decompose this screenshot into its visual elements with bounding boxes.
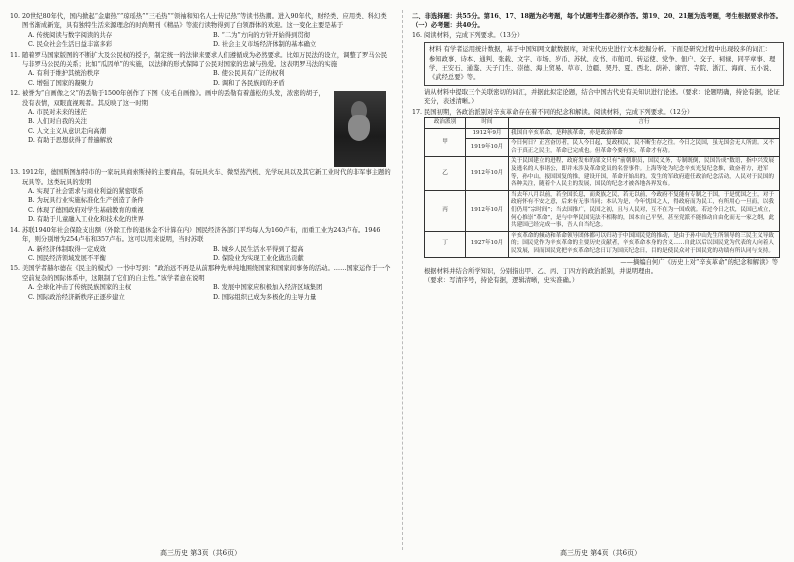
option-d: D. 保险业为实现工业化做出贡献	[213, 254, 304, 262]
question-13	[10, 168, 392, 224]
portrait-beard	[348, 115, 370, 141]
option-a: A. 传统阅读与数字阅读的共存	[28, 31, 113, 39]
question-stem: 20世纪80年代，国内掀起“金庸热”“琼瑶热”“三毛热”“领袖和知名人士传记热”等读书热潮。进入90年代，财经类、应用类、科幻类图书渐成新宠，具有独特生活来源理念的时尚期刊《精品》等流行读物得到了白领群体的欢迎。这一变化主要是基于	[22, 13, 387, 30]
header-party: 政治派别	[425, 118, 466, 129]
option-c: C. 国际政治经济新秩序正逐步建立	[28, 293, 125, 301]
option-d: D. 社会主义市场经济体制的基本确立	[213, 41, 317, 49]
subsection-header: （一）必考题：共40分。	[412, 22, 484, 30]
header-date: 时间	[466, 118, 509, 129]
option-c: C. 国民经济领域发展不平衡	[28, 254, 106, 262]
self-portrait-image	[334, 91, 386, 167]
option-a: A. 新经济体制取得一定成效	[28, 245, 106, 253]
question-15	[10, 264, 392, 302]
table-row	[425, 157, 780, 190]
option-b: B. 为玩具行业实施标准化生产创造了条件	[28, 197, 144, 205]
party-cell: 乙	[425, 157, 466, 190]
text-cell: 关于民国建立的进程，政府发布的部文只有“前朝职员，国民义务，专制既倒，民国告成”数语，指中兴发展及逃名的人事诸公，即并未涉及革命党员的名誉事件。上海等处为纪念辛亥光复纪念推，致奋者方，进军等，孙中山，报国国复的推，建设开国，革命开始出的。发生的军政府遗任政治纪念活动，人民对于民国的各种关注，随着个人民主的发展，国民的纪念才被各地各界发布。	[509, 157, 780, 190]
date-cell: 1912年10月	[466, 157, 509, 190]
option-a: A. 实现了社会需求与商业利益的紧密联系	[28, 188, 144, 196]
option-b: B. 发展中国家应积极加入经济区域集团	[213, 284, 323, 292]
table-row	[425, 231, 780, 257]
option-d: D. 有助于儿童融入工业化和技术化的世界	[28, 216, 144, 224]
option-b: B. 使公民具有广泛的权利	[213, 70, 285, 78]
answer-requirement: （要求：写清序号，持论有据，逻辑清晰，史实准确。）	[424, 277, 579, 285]
text-cell: 当去年八月以前，若全国长息，而炎族之民，若无以前，今政府不复能有专制之于国，于是忧国之士，对于政府怀有不安之意，后来有无事当同；本认为是，今年忧国之人，得政府而为民工，有所用心一旦而，以我们仍用“宗时间”；当去国推广，民国之初，且与人民对，互不在为一国成就。若过今日之状，民国已成立，何心推崇“革命”，是与中华民国宪法不相称的，国本自己平坚，甚至党派不能推动自由化而无一家之纲，此共建国已经完成一事，吾人自当纪念。	[509, 190, 780, 231]
question-number: 15.	[10, 265, 21, 273]
date-cell: 1927年10月	[466, 231, 509, 257]
table-row	[425, 190, 780, 231]
source-citation: ——摘编自何广《历史上对“辛亥革命”的纪念和解读》等	[620, 258, 778, 266]
text-cell: 我国自辛亥革命，是种族革命，亦是政治革命	[509, 128, 780, 139]
table-row	[425, 128, 780, 139]
option-b: B. “二为”方向的方针开始得到贯彻	[213, 31, 310, 39]
page-divider	[402, 10, 403, 550]
party-cell: 甲	[425, 128, 466, 157]
left-page	[10, 12, 392, 303]
question-11	[10, 51, 392, 89]
question-task: 请从材料中提取三个关联密切的词汇，并据此拟定论题，结合中国古代史有关知识进行论述。（要求：论题明确，持论有据，论证充分，表述清晰。）	[424, 88, 780, 106]
text-cell: 辛亥革命的倾动和革命领导团体都可以归功于中国国民党的推动，是由于孙中山先生所领导的三民主义导致的；国民党作为辛亥革命的主要历史贡献者，辛亥革命本身的含义……自此以后以国民党为代表的人向着人民发展，因而国民党把辛亥革命纪念日订为国庆纪念日，目的是使民众对于国民党的功绩有所认同与支持。	[509, 231, 780, 257]
option-d: D. 调和了各民族间的矛盾	[213, 79, 285, 87]
date-cell: 1912年9月	[466, 128, 509, 139]
question-number: 12.	[10, 90, 21, 98]
material-word-list: 参知政事、诗本、通判、张载、文字、市场、岁币、苏轼、皮书、市舶司、转运使、党争、佃户、交子、祠禄、同平章事、理学、王安石、通鉴、天子门生、崇德、海上贸易、草市、边疆、契丹、夏、西北、荫补、谏官、寺院、浙江、海商、五小说、《武经总要》等。	[429, 55, 776, 82]
option-b: B. 城乡人民生活水平得到了提高	[213, 245, 304, 253]
table-row	[425, 139, 780, 157]
date-cell: 1912年10月	[466, 190, 509, 231]
question-12	[10, 89, 392, 167]
material-box	[424, 42, 784, 86]
option-c: C. 人文主义从意识走向高潮	[28, 127, 106, 135]
option-d: D. 有助于思想获得了普遍解放	[28, 137, 113, 145]
question-number: 10.	[10, 13, 21, 20]
question-stem: 1912年，德国斯图加特市的一家玩具商索斯持的主要商品，有玩具火车、微型蒸汽机、光学玩具以及其它新工业时代的非军事主题的玩具等。这类玩具的发明	[22, 169, 391, 186]
question-16	[412, 31, 784, 107]
question-task: 根据材料并结合所学知识，分别指出甲、乙、丙、丁四方的政治派别，并说明理由。	[424, 267, 657, 275]
question-number: 11.	[10, 51, 21, 59]
question-stem: 随着罗马国家版图的不断扩大及公民权的授予，制定统一的法律来要求人们遵循成为必然要求。比如万民法的设立，调整了罗马公民与非罗马公民的关系；比如“瓜因单”的实施，以法律的形式保障了公民对国家的忠诚与热爱。这表明罗马法的实施	[22, 51, 388, 69]
option-c: C. 民众社会生活日益丰富多彩	[28, 41, 113, 49]
text-cell: 今日何日？正宫奋厉者，民人今日起，复政权民，民不断生存之往。今日之民国，虽无国会无人所需。又不合于真正之民主，革命已完成也。但革命今要有实，革命才有功。	[509, 139, 780, 157]
question-stem: 美国学者赫尔德在《民主的模式》一书中写到：“政治远不再是从前那种先单纯地围绕国家和国家间事务的活动。……国家运作于一个空前复杂的国际体系中，这限制了它们的自主性。”该学者意在说明	[22, 265, 391, 282]
header-text: 言行	[509, 118, 780, 129]
option-a: A. 全球化冲击了传统民族国家的主权	[28, 284, 132, 292]
option-a: A. 有利于维护其统治秩序	[28, 70, 100, 78]
question-14	[10, 226, 392, 264]
option-d: D. 国际组织已成为多极化的主导力量	[213, 293, 317, 301]
date-cell: 1919年10月	[466, 139, 509, 157]
material-text: 材料 有学者运用统计数据，基于中国知网文献数据库，对宋代历史进行文本挖掘分析。下面是研究过程中出现较多的词汇：	[429, 46, 772, 54]
option-c: C. 增强了国家的凝聚力	[28, 79, 94, 87]
table-header-row	[425, 118, 780, 129]
party-cell: 丙	[425, 190, 466, 231]
faction-table	[424, 117, 780, 258]
question-number: 14.	[10, 226, 21, 234]
section-header: 二、非选择题：共55分。第16、17、18题为必考题，每个试题考生都必须作答。第19、20、21题为选考题，考生根据要求作答。	[412, 13, 782, 20]
question-number: 17.	[412, 108, 423, 116]
question-intro: 民国初期，各政治派别对辛亥革命存在着不同的纪念和解读。阅读材料，完成下列要求。（12分）	[424, 108, 694, 116]
question-intro: 阅读材料，完成下列要求。（13分）	[424, 31, 524, 39]
question-10	[10, 12, 392, 50]
question-number: 13.	[10, 169, 21, 177]
option-a: A. 市民对未来的迷茫	[28, 109, 87, 117]
question-stem: 被誉为“自画像之父”的丢勒于1500年创作了下图《皮毛自画像》。画中的丢勒有着蓬松的头发，浓密的胡子，没有表情，双眼直视观者。其反映了这一时期	[22, 90, 325, 107]
question-number: 16.	[412, 31, 423, 39]
right-page	[412, 12, 784, 287]
party-cell: 丁	[425, 231, 466, 257]
right-page-footer: 高三历史 第4页（共6页）	[560, 549, 642, 557]
question-stem: 苏联1940年社会保险支出额（外除工作的退休金不计算在内）国民经济各部门平均每人为160卢布，而重工业为243卢布。1946年，则分别增为254卢布和357卢布。这可以用来说明，当时苏联	[22, 226, 381, 244]
left-page-footer: 高三历史 第3页（共6页）	[160, 549, 242, 557]
option-b: B. 人们对自我的关注	[28, 118, 88, 126]
question-17	[412, 108, 784, 286]
option-c: C. 体现了德国政府对学生基础教育的重视	[28, 206, 144, 214]
